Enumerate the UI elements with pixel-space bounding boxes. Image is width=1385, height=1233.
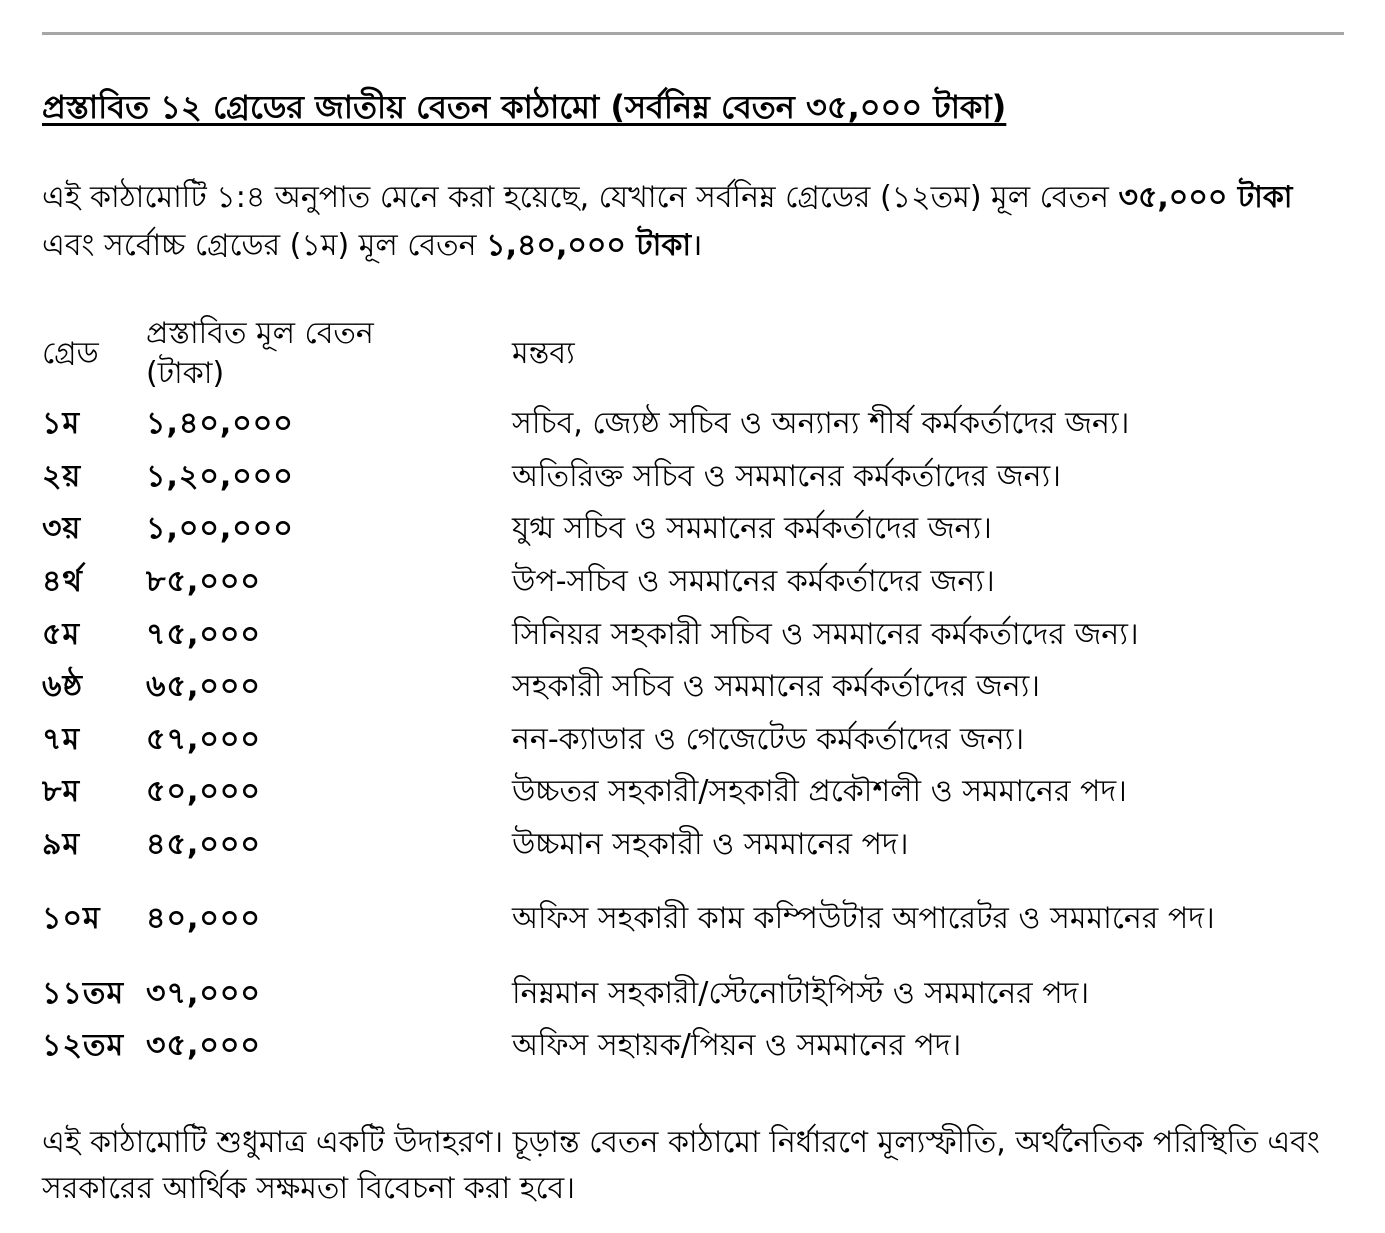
pay-scale-table (42, 310, 1342, 1073)
footer-note: এই কাঠামোটি শুধুমাত্র একটি উদাহরণ। চূড়ান্ত বেতন কাঠামো নির্ধারণে মূল্যস্ফীতি, অর্থনৈতিক পরিস্থিতি এবং সরকারের আর্থিক সক্ষমতা বিবেচনা করা হবে। (42, 1125, 1320, 1206)
remark-cell: উচ্চতর সহকারী/সহকারী প্রকৌশলী ও সমমানের পদ। (512, 774, 1127, 810)
table-row (42, 556, 1342, 609)
salary-cell: ১,৪০,০০০ (146, 406, 294, 442)
salary-cell: ৪০,০০০ (146, 901, 261, 937)
grade-cell: ৭ম (42, 721, 81, 757)
salary-cell: ৫০,০০০ (146, 774, 261, 810)
grade-cell: ৫ম (42, 616, 81, 652)
grade-cell: ৯ম (42, 827, 81, 863)
grade-cell: ১ম (42, 406, 81, 442)
remark-cell: নন-ক্যাডার ও গেজেটেড কর্মকর্তাদের জন্য। (512, 721, 1025, 757)
table-row (42, 451, 1342, 504)
table-row (42, 1020, 1342, 1073)
salary-cell: ১,০০,০০০ (146, 511, 294, 547)
table-row (42, 766, 1342, 819)
header-salary: প্রস্তাবিত মূল বেতন (টাকা) (146, 316, 374, 391)
remark-cell: সহকারী সচিব ও সমমানের কর্মকর্তাদের জন্য। (512, 669, 1041, 705)
remark-cell: সিনিয়র সহকারী সচিব ও সমমানের কর্মকর্তাদের জন্য। (512, 616, 1139, 652)
table-row (42, 398, 1342, 451)
intro-text-part1: এই কাঠামোটি ১:৪ অনুপাত মেনে করা হয়েছে, যেখানে সর্বনিম্ন গ্রেডের (১২তম) মূল বেতন (42, 180, 1119, 215)
grade-cell: ৪র্থ (42, 564, 83, 600)
table-row (42, 967, 1342, 1020)
grade-cell: ৩য় (42, 511, 82, 547)
header-remark: মন্তব্য (512, 336, 575, 371)
header-grade: গ্রেড (42, 336, 99, 371)
document-title: প্রস্তাবিত ১২ গ্রেডের জাতীয় বেতন কাঠামো (সর্বনিম্ন বেতন ৩৫,০০০ টাকা) (42, 88, 1007, 126)
table-row (42, 503, 1342, 556)
salary-cell: ৬৫,০০০ (146, 669, 261, 705)
remark-cell: যুগ্ম সচিব ও সমমানের কর্মকর্তাদের জন্য। (512, 511, 992, 547)
salary-cell: ১,২০,০০০ (146, 458, 294, 494)
remark-cell: উপ-সচিব ও সমমানের কর্মকর্তাদের জন্য। (512, 564, 995, 600)
grade-cell: ৬ষ্ঠ (42, 669, 84, 705)
salary-cell: ৪৫,০০০ (146, 827, 261, 863)
remark-cell: সচিব, জ্যেষ্ঠ সচিব ও অন্যান্য শীর্ষ কর্মকর্তাদের জন্য। (512, 406, 1130, 442)
grade-cell: ১১তম (42, 975, 125, 1011)
grade-cell: ১০ম (42, 901, 101, 937)
intro-paragraph (42, 174, 1342, 270)
table-row (42, 608, 1342, 661)
intro-max-salary: ১,৪০,০০০ টাকা (486, 228, 692, 263)
intro-text-part2: এবং সর্বোচ্চ গ্রেডের (১ম) মূল বেতন (42, 228, 487, 263)
grade-cell: ৮ম (42, 774, 81, 810)
table-row (42, 714, 1342, 767)
remark-cell: অফিস সহকারী কাম কম্পিউটার অপারেটর ও সমমানের পদ। (512, 901, 1215, 937)
remark-cell: অফিস সহায়ক/পিয়ন ও সমমানের পদ। (512, 1028, 962, 1064)
intro-text-part3: । (691, 228, 703, 263)
salary-cell: ৩৭,০০০ (146, 975, 261, 1011)
salary-cell: ৫৭,০০০ (146, 721, 261, 757)
table-row (42, 871, 1342, 967)
grade-cell: ২য় (42, 458, 82, 494)
remark-cell: নিম্নমান সহকারী/স্টেনোটাইপিস্ট ও সমমানের পদ। (512, 975, 1090, 1011)
intro-min-salary: ৩৫,০০০ টাকা (1118, 180, 1293, 215)
remark-cell: অতিরিক্ত সচিব ও সমমানের কর্মকর্তাদের জন্য। (512, 458, 1061, 494)
remark-cell: উচ্চমান সহকারী ও সমমানের পদ। (512, 827, 909, 863)
grade-cell: ১২তম (42, 1028, 125, 1064)
salary-cell: ৮৫,০০০ (146, 564, 261, 600)
table-row (42, 819, 1342, 872)
top-divider (42, 32, 1344, 35)
salary-cell: ৩৫,০০০ (146, 1028, 261, 1064)
table-row (42, 661, 1342, 714)
table-header-row (42, 310, 1342, 398)
salary-cell: ৭৫,০০০ (146, 616, 261, 652)
